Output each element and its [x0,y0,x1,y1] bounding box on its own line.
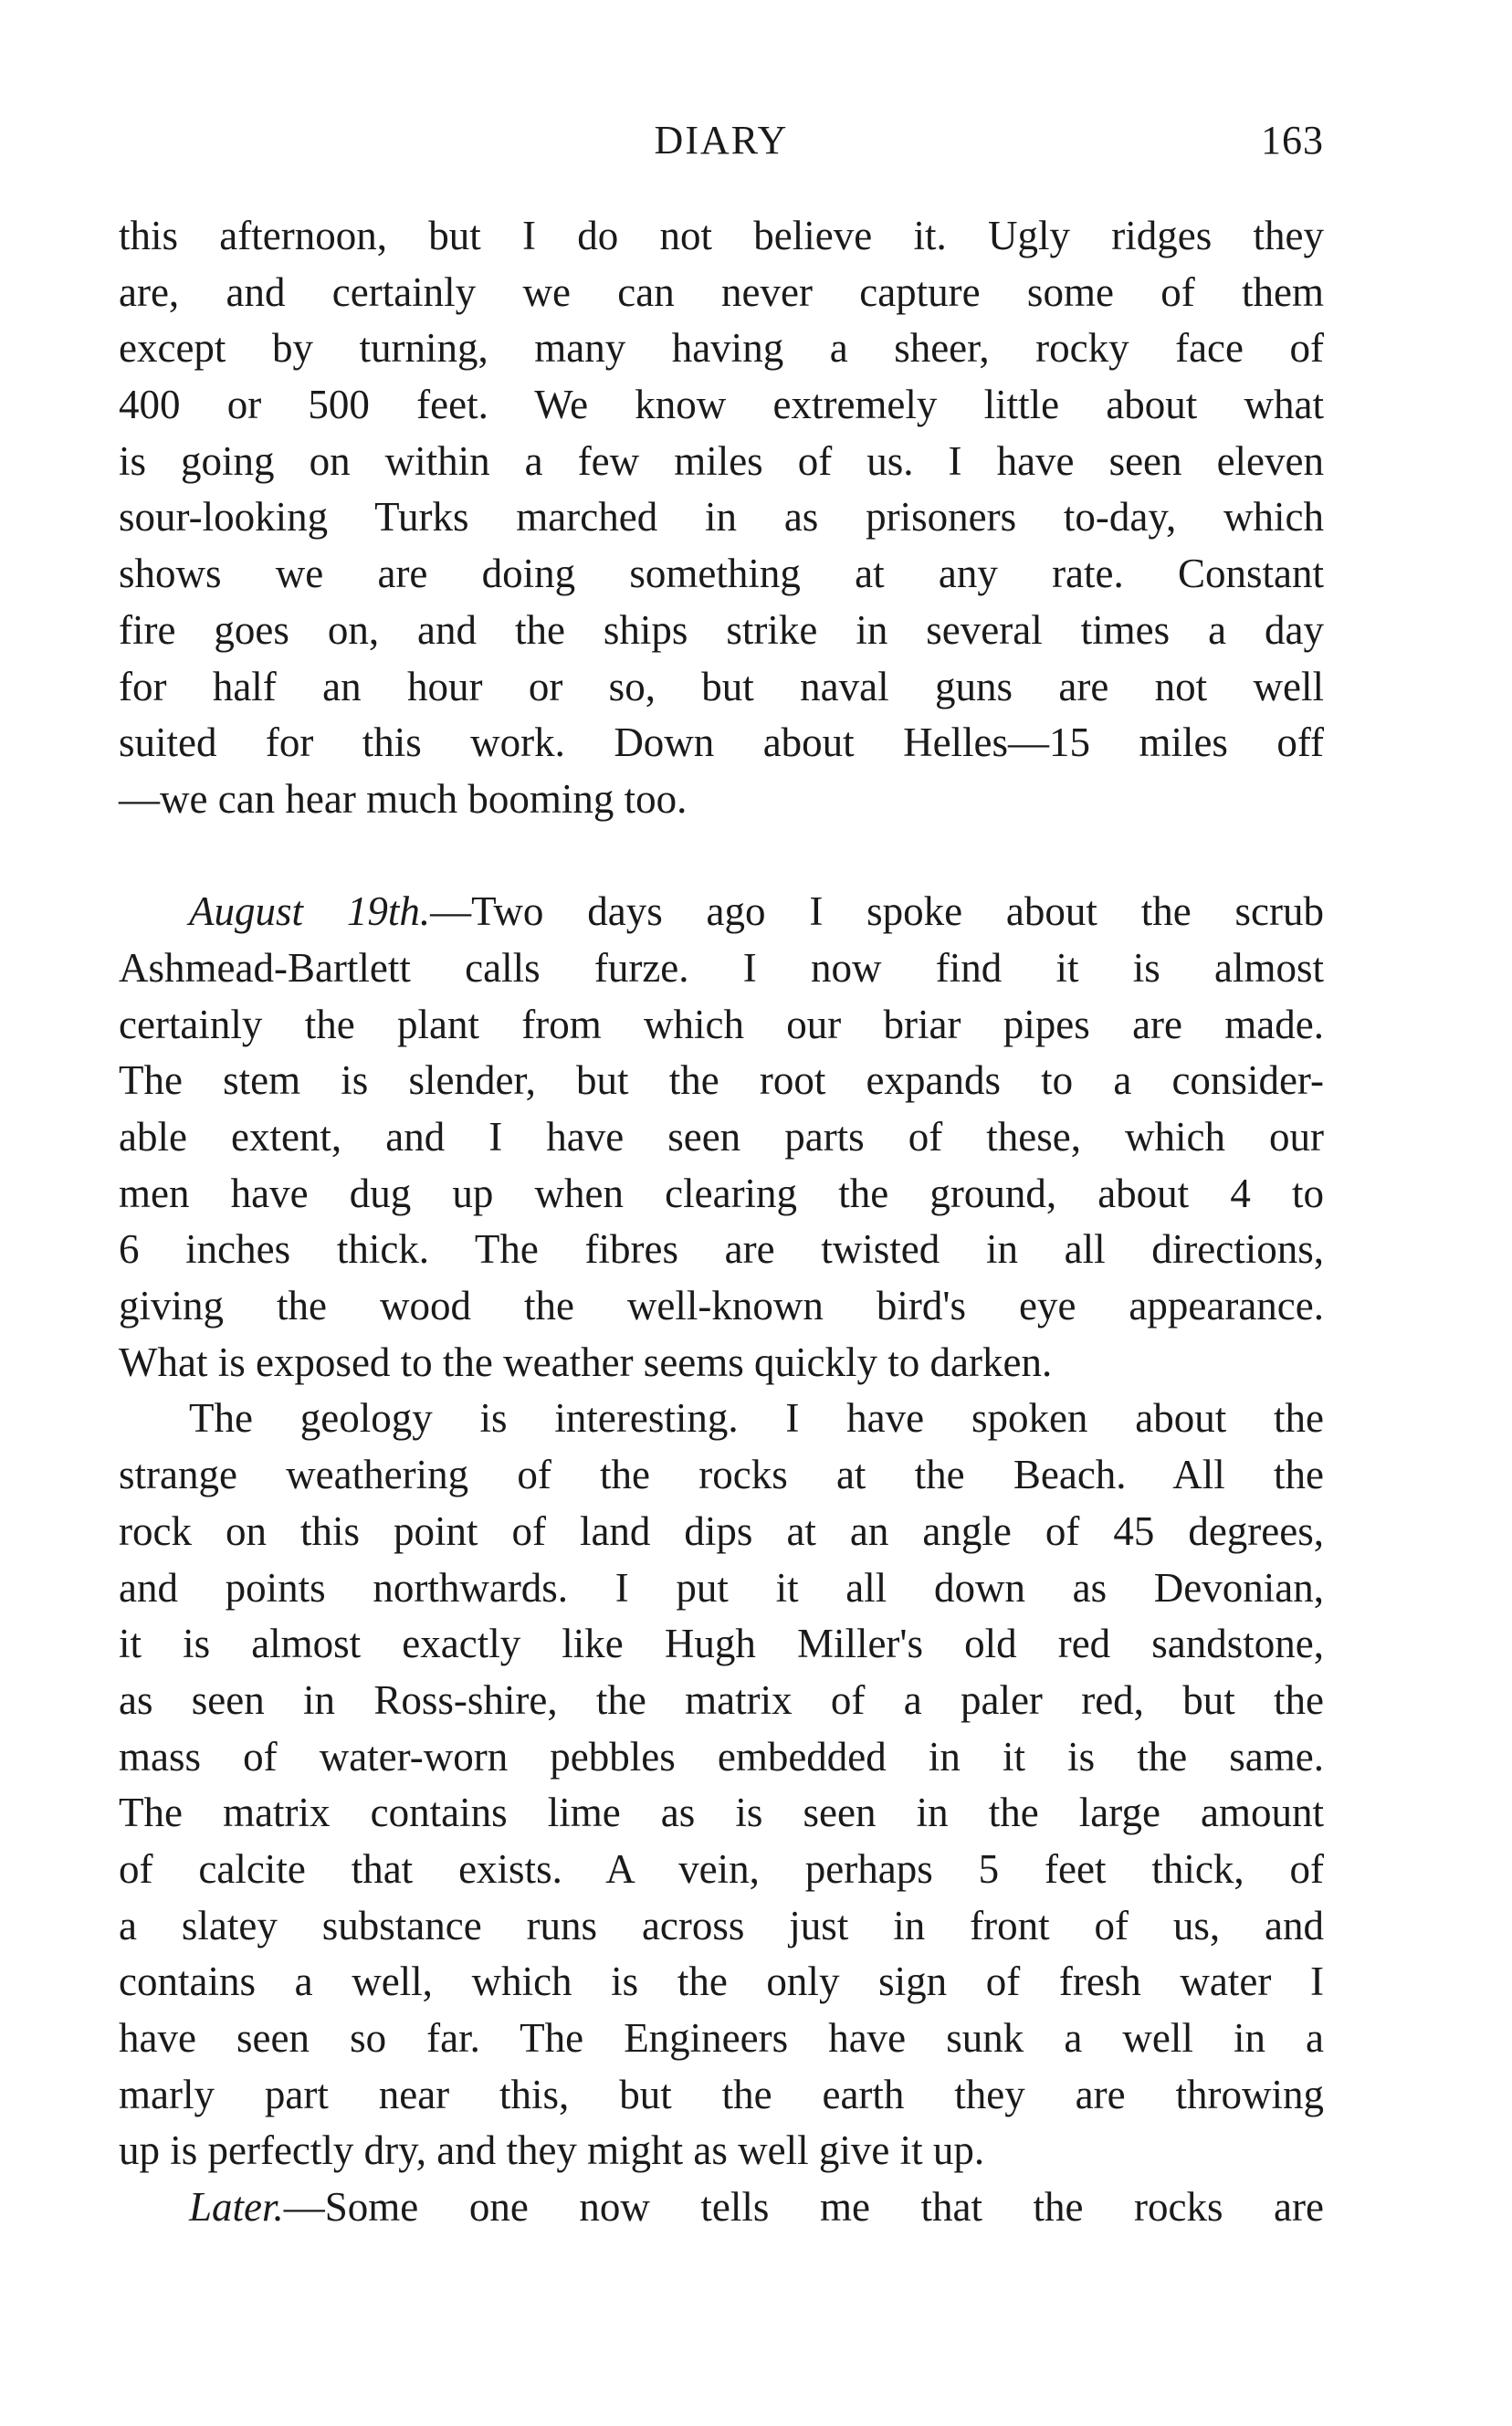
line-text: 400 or 500 feet. We know extremely little about what [119,382,1324,428]
text-line [119,1109,1324,1166]
line-text: Ashmead-Bartlett calls furze. I now find it is almost [119,944,1324,991]
line-text: able extent, and I have seen parts of these, which our [119,1114,1324,1160]
line-text: have seen so far. The Engineers have sunk a well in a [119,2015,1324,2061]
text-line [119,1166,1324,1223]
text-line [119,603,1324,659]
text-line [119,1673,1324,1729]
text-line [119,1898,1324,1955]
entry-date: August 19th. [189,888,431,935]
line-text: mass of water-worn pebbles embedded in it is the same. [119,1733,1324,1780]
text-line [119,1222,1324,1278]
text-line [119,1335,1324,1392]
line-text: sour-looking Turks marched in as prisoners to-day, which [119,494,1324,541]
line-text: suited for this work. Down about Helles—15 miles off [119,719,1324,766]
paragraph [119,1391,1324,2179]
text-line [119,434,1324,490]
line-text: men have dug up when clearing the ground, about 4 to [119,1170,1324,1216]
page-number: 163 [1261,118,1324,163]
line-text: —Some one now tells me that the rocks are [283,2184,1324,2231]
text-line [119,1842,1324,1898]
line-text: The matrix contains lime as is seen in the large amount [119,1790,1324,1836]
paragraph-gap [119,828,1324,885]
text-line [119,1954,1324,2011]
text-line [119,884,1324,940]
running-head [119,117,1324,172]
text-line [119,489,1324,546]
line-text: fire goes on, and the ships strike in several times a day [119,606,1324,653]
paragraph [119,884,1324,1391]
text-line [119,1729,1324,1786]
text-line [119,265,1324,321]
line-text: of calcite that exists. A vein, perhaps 5 feet thick, of [119,1845,1324,1892]
text-line [119,1447,1324,1504]
text-line [119,940,1324,997]
line-text: as seen in Ross-shire, the matrix of a paler red, but the [119,1676,1324,1723]
line-text: strange weathering of the rocks at the Beach. All the [119,1452,1324,1498]
line-text: a slatey substance runs across just in front of us, and [119,1902,1324,1948]
text-line [119,1053,1324,1109]
line-text: What is exposed to the weather seems quickly to darken. [119,1339,1053,1385]
line-text: rock on this point of land dips at an angle of 45 degrees, [119,1507,1324,1554]
line-text: for half an hour or so, but naval guns are not well [119,663,1324,709]
text-line [119,2011,1324,2067]
line-text: are, and certainly we can never capture some of them [119,268,1324,315]
text-line [119,1785,1324,1842]
text-line [119,659,1324,716]
text-line [119,1391,1324,1447]
text-line [119,1504,1324,1560]
line-text: and points northwards. I put it all down as Devonian, [119,1564,1324,1611]
line-text: shows we are doing something at any rate. Constant [119,551,1324,597]
entry-date: Later. [189,2184,284,2231]
text-line [119,208,1324,265]
text-line [119,1616,1324,1673]
text-line [119,377,1324,434]
line-text: except by turning, many having a sheer, rocky face of [119,325,1324,372]
line-text: The geology is interesting. I have spoken about the [189,1395,1324,1442]
text-line [119,1560,1324,1617]
text-line [119,715,1324,772]
text-line [119,2067,1324,2124]
body-text [119,208,1324,2236]
line-text: is going on within a few miles of us. I have seen eleven [119,437,1324,484]
line-text: marly part near this, but the earth they are throwing [119,2071,1324,2117]
running-head-title: DIARY [654,118,789,163]
line-text: 6 inches thick. The fibres are twisted in all directions, [119,1226,1324,1273]
line-text: contains a well, which is the only sign of fresh water I [119,1959,1324,2005]
line-text: certainly the plant from which our briar pipes are made. [119,1001,1324,1047]
text-line [119,1278,1324,1335]
line-text: The stem is slender, but the root expands to a consider- [119,1057,1324,1104]
text-line [119,772,1324,828]
text-line [119,546,1324,603]
line-text: —Two days ago I spoke about the scrub [430,888,1324,935]
text-line [119,997,1324,1054]
text-line [119,320,1324,377]
line-text: up is perfectly dry, and they might as well give it up. [119,2127,985,2174]
line-text: it is almost exactly like Hugh Miller's old red sandstone, [119,1621,1324,1667]
paragraph [119,208,1324,828]
line-text: this afternoon, but I do not believe it. Ugly ridges they [119,213,1324,258]
line-text: giving the wood the well-known bird's eye appearance. [119,1283,1324,1329]
text-line [119,2179,1324,2236]
paragraph [119,2179,1324,2236]
line-text: —we can hear much booming too. [119,775,688,822]
text-line [119,2123,1324,2179]
